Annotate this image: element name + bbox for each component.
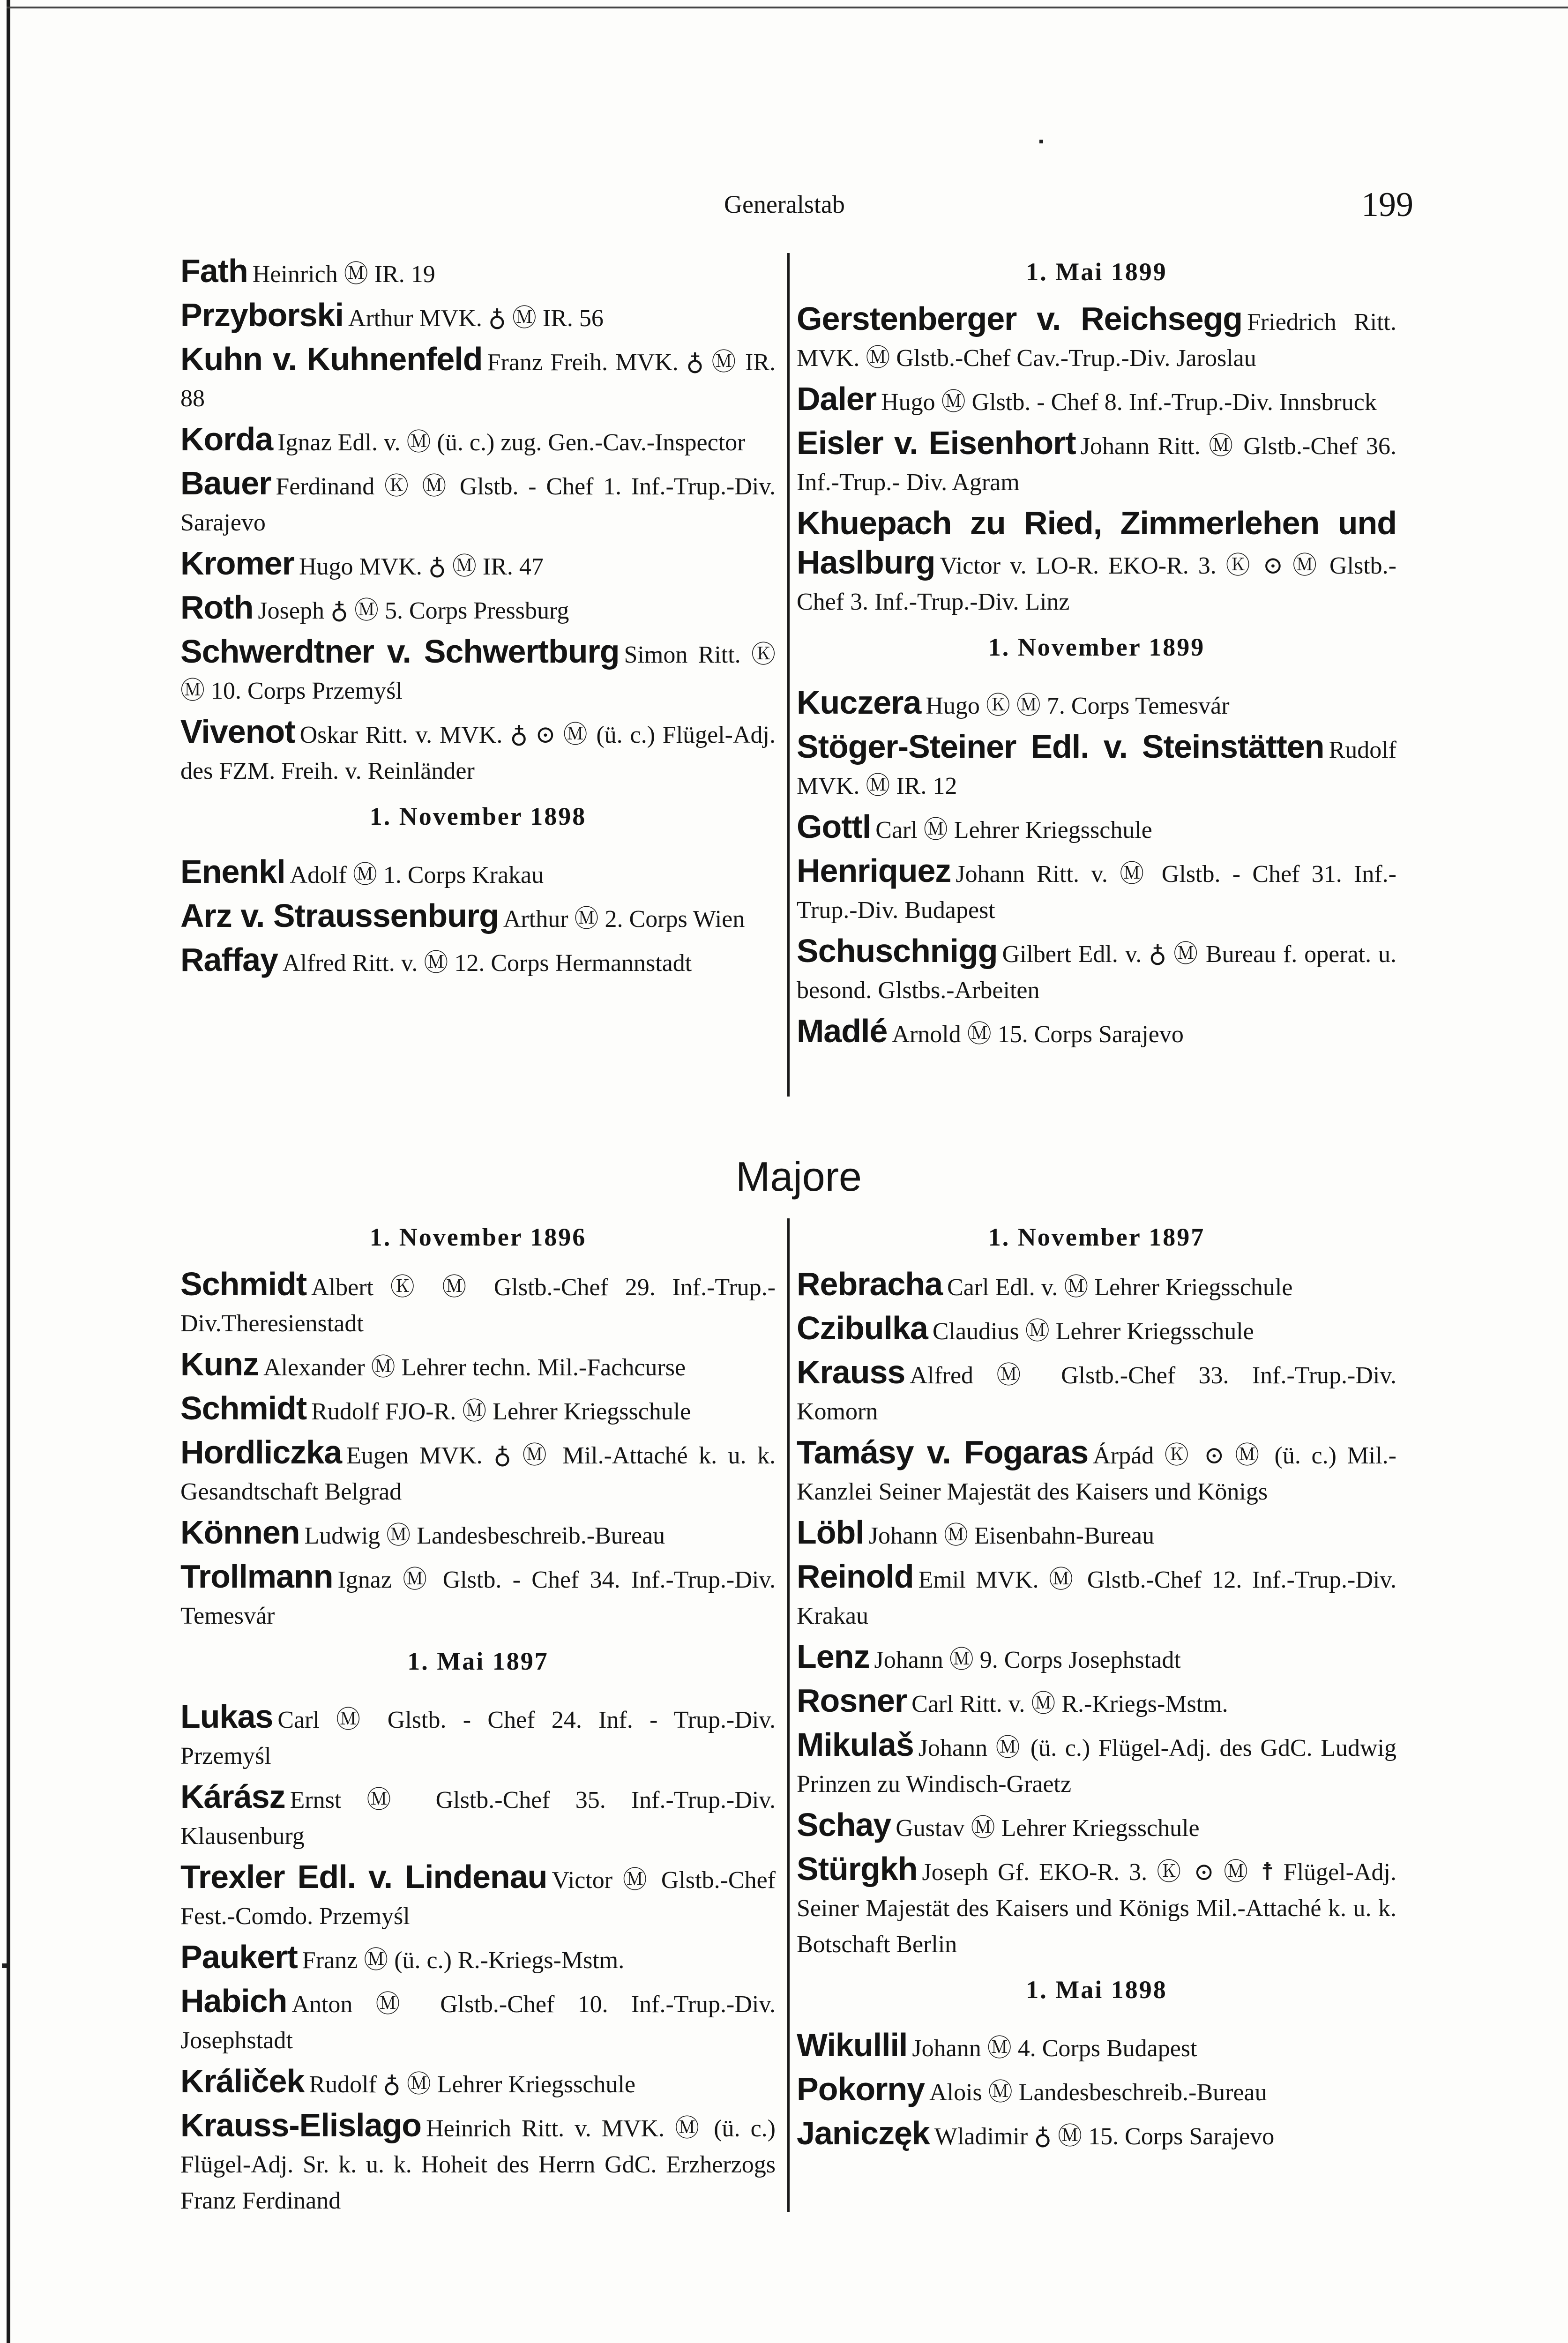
- officer-name: Gottl: [797, 808, 871, 845]
- officer-name: Arz v. Straussenburg: [180, 897, 499, 934]
- officer-details: Hugo Ⓚ Ⓜ 7. Corps Temesvár: [926, 693, 1230, 719]
- officer-entry: [797, 1683, 1396, 1722]
- bottom-left-column: [180, 1218, 776, 2224]
- officer-name: Trollmann: [180, 1558, 333, 1595]
- officer-details: Johann Ritt. Ⓜ Glstb.-Chef 36. Inf.-Trup.- Div. Agram: [797, 433, 1396, 496]
- officer-details: Albert Ⓚ Ⓜ Glstb.-Chef 29. Inf.-Trup.-Div.Theresienstadt: [180, 1274, 776, 1337]
- officer-details: Rudolf ♁ Ⓜ Lehrer Kriegsschule: [309, 2071, 635, 2098]
- running-title: Generalstab: [724, 190, 845, 218]
- officer-name: Krauss: [797, 1354, 905, 1390]
- officer-details: Hugo Ⓜ Glstb. - Chef 8. Inf.-Trup.-Div. Innsbruck: [881, 389, 1377, 416]
- officer-entry: [180, 545, 776, 585]
- column-divider-bottom: [787, 1218, 790, 2212]
- officer-entry: [180, 1699, 776, 1774]
- page-header: [0, 185, 1568, 227]
- officer-name: Przyborski: [180, 297, 343, 333]
- officer-details: Friedrich Ritt. MVK. Ⓜ Glstb.-Chef Cav.-Trup.-Div. Jaroslau: [797, 309, 1396, 372]
- officer-entry: [797, 729, 1396, 804]
- officer-details: Eugen MVK. ♁ Ⓜ Mil.-Attaché k. u. k. Gesandtschaft Belgrad: [180, 1442, 776, 1505]
- officer-name: Pokorny: [797, 2071, 925, 2107]
- officer-details: Gustav Ⓜ Lehrer Kriegsschule: [896, 1815, 1200, 1842]
- column-divider-top: [787, 253, 790, 1097]
- officer-name: Hordliczka: [180, 1434, 342, 1470]
- officer-name: Rosner: [797, 1682, 907, 1719]
- officer-name: Können: [180, 1514, 300, 1551]
- officer-details: Johann Ⓜ 9. Corps Josephstadt: [874, 1647, 1181, 1673]
- promotion-date-heading: 1. November 1898: [369, 802, 587, 830]
- officer-details: Ferdinand Ⓚ Ⓜ Glstb. - Chef 1. Inf.-Trup.-Div. Sarajevo: [180, 473, 776, 536]
- officer-name: Löbl: [797, 1514, 864, 1551]
- officer-entry: [797, 381, 1396, 420]
- page-edge-line: [7, 0, 10, 2343]
- officer-name: Stöger-Steiner Edl. v. Steinstätten: [797, 728, 1324, 765]
- officer-entry: [180, 1859, 776, 1934]
- officer-name: Daler: [797, 381, 877, 417]
- promotion-date-heading: 1. November 1896: [369, 1223, 587, 1251]
- officer-details: Alfred Ⓜ Glstb.-Chef 33. Inf.-Trup.-Div. Komorn: [797, 1362, 1396, 1425]
- officer-entry: [797, 809, 1396, 848]
- officer-entry: [180, 1266, 776, 1342]
- officer-name: Raffay: [180, 941, 278, 978]
- officer-name: Kárász: [180, 1778, 285, 1815]
- officer-entry: [797, 1559, 1396, 1634]
- officer-entry: [180, 942, 776, 981]
- promotion-date-heading: 1. November 1899: [988, 633, 1205, 661]
- officer-details: Arnold Ⓜ 15. Corps Sarajevo: [892, 1021, 1184, 1048]
- officer-entry: [180, 1434, 776, 1510]
- officer-details: Ernst Ⓜ Glstb.-Chef 35. Inf.-Trup.-Div. Klausenburg: [180, 1787, 776, 1850]
- officer-entry: [797, 1807, 1396, 1846]
- officer-details: Wladimir ♁ Ⓜ 15. Corps Sarajevo: [934, 2123, 1275, 2150]
- officer-name: Paukert: [180, 1939, 298, 1975]
- officer-entry: [797, 685, 1396, 724]
- officer-name: Janiczęk: [797, 2115, 930, 2151]
- officer-name: Kromer: [180, 545, 294, 582]
- officer-details: Franz Freih. MVK. ♁ Ⓜ IR. 88: [180, 349, 776, 412]
- officer-entry: [180, 341, 776, 417]
- officer-details: Árpád Ⓚ ⊙ Ⓜ (ü. c.) Mil.-Kanzlei Seiner Majestät des Kaisers und Königs: [797, 1442, 1396, 1505]
- officer-details: Victor v. LO-R. EKO-R. 3. Ⓚ ⊙ Ⓜ Glstb.-Chef 3. Inf.-Trup.-Div. Linz: [797, 552, 1396, 615]
- officer-name: Henriquez: [797, 852, 951, 889]
- officer-details: Johann Ⓜ 4. Corps Budapest: [912, 2035, 1197, 2062]
- officer-details: Adolf Ⓜ 1. Corps Krakau: [290, 862, 544, 888]
- officer-name: Rebracha: [797, 1266, 943, 1302]
- officer-entry: [180, 898, 776, 937]
- officer-entry: [180, 1346, 776, 1386]
- officer-name: Reinold: [797, 1558, 914, 1595]
- officer-name: Enenkl: [180, 853, 285, 890]
- officer-name: Tamásy v. Fogaras: [797, 1434, 1089, 1470]
- officer-entry: [180, 1515, 776, 1554]
- officer-details: Johann Ritt. v. Ⓜ Glstb. - Chef 31. Inf.-Trup.-Div. Budapest: [797, 861, 1396, 924]
- officer-details: Heinrich Ritt. v. MVK. Ⓜ (ü. c.) Flügel-Adj. Sr. k. u. k. Hoheit des Herrn GdC. Erzherzogs Franz Ferdinand: [180, 2115, 776, 2214]
- officer-name: Schay: [797, 1806, 891, 1843]
- officer-details: Johann Ⓜ Eisenbahn-Bureau: [868, 1522, 1155, 1549]
- officer-details: Oskar Ritt. v. MVK. ♁ ⊙ Ⓜ (ü. c.) Flügel-Adj. des FZM. Freih. v. Reinländer: [180, 722, 776, 784]
- officer-entry: [797, 1266, 1396, 1306]
- officer-entry: [797, 1639, 1396, 1678]
- officer-name: Stürgkh: [797, 1851, 918, 1887]
- officer-details: Joseph Gf. EKO-R. 3. Ⓚ ⊙ Ⓜ ☨ Flügel-Adj. Seiner Majestät des Kaisers und Königs Mil.-Attaché k. u. k. Botschaft Berlin: [797, 1859, 1396, 1958]
- officer-entry: [180, 1559, 776, 1634]
- officer-details: Alexander Ⓜ Lehrer techn. Mil.-Fachcurse: [263, 1354, 686, 1381]
- officer-name: Kuhn v. Kuhnenfeld: [180, 341, 483, 377]
- officer-entry: [180, 1939, 776, 1978]
- officer-name: Korda: [180, 421, 273, 457]
- officer-entry: [180, 714, 776, 789]
- officer-name: Madlé: [797, 1013, 888, 1049]
- officer-name: Fath: [180, 253, 248, 289]
- officer-details: Arthur Ⓜ 2. Corps Wien: [503, 906, 745, 933]
- officer-details: Rudolf MVK. Ⓜ IR. 12: [797, 737, 1396, 799]
- officer-name: Vivenot: [180, 713, 295, 750]
- officer-details: Rudolf FJO-R. Ⓜ Lehrer Kriegsschule: [311, 1398, 691, 1425]
- bottom-right-column: [797, 1218, 1396, 2159]
- officer-entry: [797, 2071, 1396, 2111]
- officer-details: Simon Ritt. Ⓚ Ⓜ 10. Corps Przemyśl: [180, 642, 776, 704]
- officer-entry: [797, 425, 1396, 500]
- officer-entry: [797, 1727, 1396, 1802]
- officer-name: Wikullil: [797, 2027, 908, 2063]
- officer-entry: [797, 2027, 1396, 2067]
- officer-entry: [797, 2115, 1396, 2155]
- officer-entry: [180, 465, 776, 541]
- officer-entry: [797, 1434, 1396, 1510]
- scan-speck: [1039, 140, 1043, 143]
- promotion-date-heading: 1. Mai 1899: [1026, 258, 1167, 286]
- officer-name: Czibulka: [797, 1310, 928, 1346]
- officer-name: Bauer: [180, 465, 271, 501]
- officer-name: Schwerdtner v. Schwertburg: [180, 633, 620, 670]
- officer-details: Carl Ritt. v. Ⓜ R.-Kriegs-Mstm.: [911, 1691, 1228, 1717]
- officer-name: Habich: [180, 1983, 287, 2019]
- officer-entry: [180, 253, 776, 292]
- officer-entry: [797, 1354, 1396, 1430]
- officer-details: Hugo MVK. ♁ Ⓜ IR. 47: [299, 553, 544, 580]
- officer-name: Králiček: [180, 2063, 305, 2099]
- scan-speck: [2, 1963, 7, 1968]
- officer-entry: [180, 2107, 776, 2219]
- promotion-date-heading: 1. Mai 1898: [1026, 1976, 1167, 2004]
- officer-details: Heinrich Ⓜ IR. 19: [252, 261, 435, 288]
- officer-details: Ignaz Edl. v. Ⓜ (ü. c.) zug. Gen.-Cav.-Inspector: [277, 429, 746, 456]
- officer-details: Alfred Ritt. v. Ⓜ 12. Corps Hermannstadt: [282, 950, 692, 977]
- officer-entry: [797, 505, 1396, 620]
- officer-entry: [180, 589, 776, 629]
- officer-details: Ignaz Ⓜ Glstb. - Chef 34. Inf.-Trup.-Div. Temesvár: [180, 1567, 776, 1629]
- section-heading: Majore: [736, 1153, 862, 1200]
- page-number: 199: [1361, 186, 1413, 224]
- officer-entry: [797, 1013, 1396, 1052]
- officer-details: Arthur MVK. ♁ Ⓜ IR. 56: [348, 305, 604, 332]
- officer-details: Ludwig Ⓜ Landesbeschreib.-Bureau: [304, 1522, 665, 1549]
- officer-name: Gerstenberger v. Reichsegg: [797, 300, 1243, 337]
- page-top-edge: [7, 7, 1568, 8]
- officer-entry: [180, 1390, 776, 1430]
- officer-entry: [180, 1779, 776, 1854]
- officer-name: Khuepach zu Ried, Zimmerlehen und Haslburg: [797, 505, 1396, 581]
- officer-entry: [797, 1310, 1396, 1350]
- officer-name: Eisler v. Eisenhort: [797, 425, 1076, 461]
- officer-entry: [180, 854, 776, 893]
- officer-name: Mikulaš: [797, 1726, 914, 1763]
- officer-name: Kuczera: [797, 684, 921, 721]
- officer-entry: [797, 853, 1396, 928]
- top-right-column: [797, 253, 1396, 1057]
- officer-name: Roth: [180, 589, 254, 626]
- officer-entry: [797, 1851, 1396, 1962]
- officer-name: Kunz: [180, 1346, 259, 1382]
- promotion-date-heading: 1. November 1897: [988, 1223, 1205, 1251]
- officer-entry: [180, 297, 776, 336]
- officer-entry: [180, 421, 776, 461]
- officer-details: Gilbert Edl. v. ♁ Ⓜ Bureau f. operat. u. besond. Glstbs.-Arbeiten: [797, 941, 1396, 1004]
- officer-details: Anton Ⓜ Glstb.-Chef 10. Inf.-Trup.-Div. Josephstadt: [180, 1991, 776, 2054]
- officer-details: Joseph ♁ Ⓜ 5. Corps Pressburg: [258, 597, 569, 624]
- officer-details: Alois Ⓜ Landesbeschreib.-Bureau: [929, 2079, 1267, 2106]
- officer-details: Emil MVK. Ⓜ Glstb.-Chef 12. Inf.-Trup.-Div. Krakau: [797, 1567, 1396, 1629]
- officer-details: Carl Ⓜ Lehrer Kriegsschule: [875, 817, 1152, 843]
- officer-entry: [180, 1983, 776, 2059]
- officer-entry: [180, 634, 776, 709]
- officer-details: Claudius Ⓜ Lehrer Kriegsschule: [932, 1318, 1254, 1345]
- officer-name: Lukas: [180, 1698, 273, 1735]
- top-left-column: [180, 253, 776, 986]
- officer-name: Krauss-Elislago: [180, 2107, 422, 2143]
- officer-details: Carl Ⓜ Glstb. - Chef 24. Inf. - Trup.-Div. Przemyśl: [180, 1707, 776, 1769]
- officer-name: Schmidt: [180, 1266, 307, 1302]
- officer-details: Carl Edl. v. Ⓜ Lehrer Kriegsschule: [947, 1274, 1293, 1301]
- officer-entry: [797, 301, 1396, 376]
- officer-name: Schmidt: [180, 1390, 307, 1426]
- officer-entry: [180, 2063, 776, 2103]
- officer-name: Lenz: [797, 1638, 870, 1675]
- officer-name: Schuschnigg: [797, 933, 998, 969]
- officer-entry: [797, 933, 1396, 1008]
- officer-details: Johann Ⓜ (ü. c.) Flügel-Adj. des GdC. Ludwig Prinzen zu Windisch-Graetz: [797, 1735, 1396, 1798]
- officer-details: Victor Ⓜ Glstb.-Chef Fest.-Comdo. Przemyśl: [180, 1867, 776, 1930]
- promotion-date-heading: 1. Mai 1897: [407, 1647, 549, 1675]
- officer-name: Trexler Edl. v. Lindenau: [180, 1858, 547, 1895]
- officer-details: Franz Ⓜ (ü. c.) R.-Kriegs-Mstm.: [302, 1947, 625, 1974]
- officer-entry: [797, 1515, 1396, 1554]
